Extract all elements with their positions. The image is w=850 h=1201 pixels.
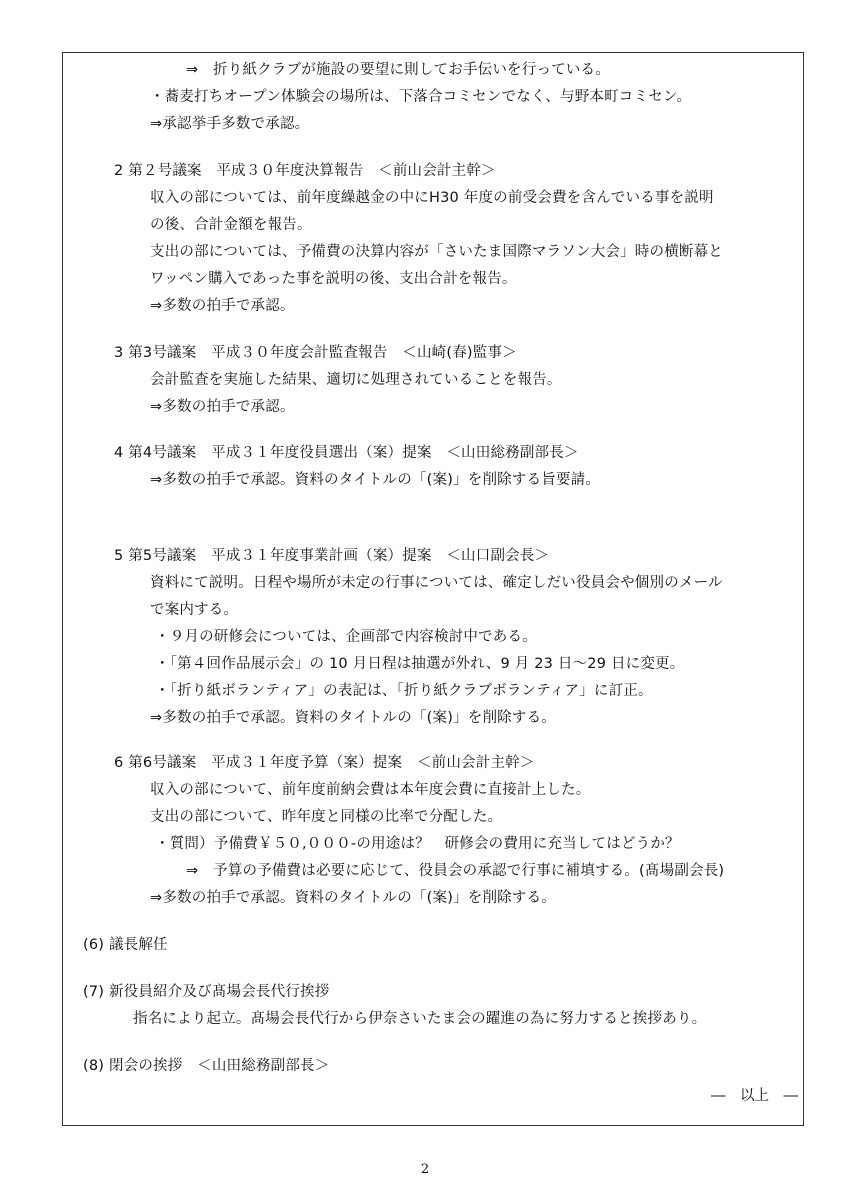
agenda-item-4-heading: 4 第4号議案 平成３１年度役員選出（案）提案 ＜山田総務副部長＞ (114, 445, 579, 461)
text-line-21: ⇒多数の拍手で承認。資料のタイトルの「(案)」を削除する。 (150, 710, 556, 726)
agenda-item-3-heading: 3 第3号議案 平成３０年度会計監査報告 ＜山崎(春)監事＞ (114, 345, 517, 361)
text-line-6: の後、合計金額を報告。 (150, 217, 312, 233)
text-line-12: ⇒多数の拍手で承認。 (150, 399, 295, 415)
page-number: 2 (420, 1162, 430, 1177)
agenda-item-6-heading: 6 第6号議案 平成３１年度予算（案）提案 ＜前山会計主幹＞ (114, 755, 535, 771)
text-line-14: ⇒多数の拍手で承認。資料のタイトルの「(案)」を削除する旨要請。 (150, 472, 601, 488)
text-line-16: 資料にて説明。日程や場所が未定の行事については、確定しだい役員会や個別のメール (150, 575, 723, 591)
text-line-8: ワッペン購入であった事を説明の後、支出合計を報告。 (150, 271, 517, 287)
text-line-17: で案内する。 (150, 602, 239, 618)
text-line-20: ・「折り紙ボランティア」の表記は、「折り紙クラブボランティア」に訂正。 (155, 683, 653, 699)
closing-mark: ― 以上 ― (711, 1088, 798, 1104)
text-line-27: ⇒多数の拍手で承認。資料のタイトルの「(案)」を削除する。 (150, 890, 556, 906)
text-line-9: ⇒多数の拍手で承認。 (150, 298, 295, 314)
text-line-11: 会計監査を実施した結果、適切に処理されていることを報告。 (150, 372, 562, 388)
agenda-item-2-heading: 2 第２号議案 平成３０年度決算報告 ＜前山会計主幹＞ (114, 163, 496, 179)
text-line-18: ・９月の研修会については、企画部で内容検討中である。 (155, 629, 537, 645)
agenda-item-5-heading: 5 第5号議案 平成３１年度事業計画（案）提案 ＜山口副会長＞ (114, 548, 550, 564)
section-8-heading: (8) 閉会の挨拶 ＜山田総務副部長＞ (83, 1058, 330, 1074)
text-line-25: ・質問）予備費￥５０,０００-の用途は？ 研修会の費用に充当してはどうか？ (155, 836, 680, 852)
text-line-1: ⇒ 折り紙クラブが施設の要望に則してお手伝いを行っている。 (186, 62, 610, 78)
text-line-5: 収入の部については、前年度繰越金の中にH30 年度の前受会費を含んでいる事を説明 (150, 190, 714, 206)
text-line-24: 支出の部について、昨年度と同様の比率で分配した。 (150, 809, 503, 825)
text-line-19: ・「第４回作品展示会」の 10 月日程は抽選が外れ、9 月 23 日～29 日に変更。 (155, 656, 685, 672)
text-line-2: ・蕎麦打ちオープン体験会の場所は、下落合コミセンでなく、与野本町コミセン。 (150, 89, 692, 105)
text-line-7: 支出の部については、予備費の決算内容が「さいたま国際マラソン大会」時の横断幕と (150, 244, 724, 260)
section-6-heading: (6) 議長解任 (83, 937, 168, 953)
text-line-3: ⇒承認挙手多数で承認。 (150, 116, 310, 132)
section-7-heading: (7) 新役員紹介及び髙場会長代行挨拶 (83, 984, 330, 1000)
text-line-30: 指名により起立。髙場会長代行から伊奈さいたま会の躍進の為に努力すると挨拶あり。 (133, 1011, 707, 1027)
text-line-23: 収入の部について、前年度前納会費は本年度会費に直接計上した。 (150, 782, 591, 798)
text-line-26: ⇒ 予算の予備費は必要に応じて、役員会の承認で行事に補填する。(髙場副会長) (186, 863, 725, 879)
